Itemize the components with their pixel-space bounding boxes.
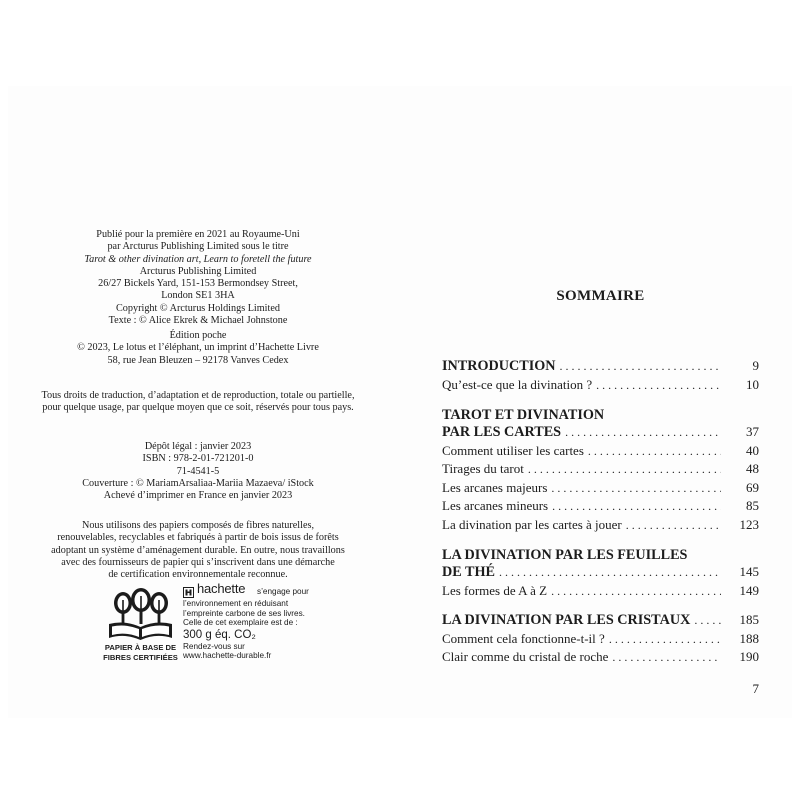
- toc-section-crystals: [442, 612, 759, 668]
- paper-line: renouvelables, recyclables et fabriqués à partir de bois issus de forêts: [57, 532, 339, 544]
- engage-text: s’engage pour: [257, 587, 309, 596]
- toc-title: SOMMAIRE: [556, 288, 645, 304]
- toc-entry: [442, 377, 759, 396]
- edition-line: Édition poche: [169, 330, 227, 341]
- toc-section-tarot: [442, 406, 759, 535]
- toc-entry-label: Qu’est-ce que la divination ?: [442, 376, 593, 392]
- toc-entry: [442, 649, 759, 668]
- toc-entry-label: Comment cela fonctionne-t-il ?: [442, 630, 605, 646]
- carbon-line: Celle de cet exemplaire est de :: [183, 618, 298, 628]
- toc-entry: [442, 480, 759, 499]
- credit-line: London SE1 3HA: [161, 290, 235, 302]
- legal-line: Dépôt légal : janvier 2023: [144, 441, 252, 452]
- dot-leader: [596, 378, 721, 393]
- toc-section-introduction: [442, 358, 759, 395]
- dot-leader: [560, 359, 721, 374]
- toc-page-number: 48: [746, 461, 759, 476]
- dot-leader: [626, 518, 721, 533]
- paper-line: de certification environnementale reconnue.: [108, 569, 288, 581]
- toc-heading-label: LA DIVINATION PAR LES CRISTAUX: [442, 612, 691, 628]
- credit-line: Publié pour la première en 2021 au Royaume-Uni: [96, 229, 300, 240]
- toc-entry-label: Les formes de A à Z: [442, 582, 548, 598]
- dot-leader: [609, 632, 721, 647]
- toc-entry: [442, 498, 759, 517]
- rights-line: Tous droits de traduction, d’adaptation et de reproduction, totale ou partielle,: [41, 390, 355, 401]
- edition-line: © 2023, Le lotus et l’éléphant, un imprint d’Hachette Livre: [77, 342, 319, 354]
- toc-entry-label: Les arcanes majeurs: [442, 479, 548, 495]
- toc-heading-row: [442, 612, 759, 631]
- toc-heading-row: [442, 424, 759, 443]
- toc-entry: [442, 517, 759, 536]
- hachette-logo-icon: [183, 587, 194, 598]
- toc-entry-label: La divination par les cartes à jouer: [442, 516, 622, 532]
- paper-notice: [0, 520, 398, 581]
- eco-label: [103, 581, 343, 668]
- original-title: Tarot & other divination art, Learn to foretell the future: [84, 253, 312, 265]
- toc-page-number: 69: [746, 479, 759, 495]
- dot-leader: [552, 499, 721, 514]
- hachette-url: www.hachette-durable.fr: [183, 651, 272, 661]
- toc-heading-label: PAR LES CARTES: [442, 424, 562, 440]
- toc-entry-label: Clair comme du cristal de roche: [442, 649, 609, 664]
- credit-line: 26/27 Bickels Yard, 151-153 Bermondsey Street,: [98, 278, 298, 290]
- dot-leader: [499, 565, 721, 580]
- toc-entry-label: Tirages du tarot: [442, 461, 524, 476]
- toc-page-number: 123: [739, 516, 759, 532]
- certified-paper-logo: [103, 586, 178, 668]
- toc-page-number: 185: [739, 612, 759, 627]
- author-line: Texte : © Alice Ekrek & Michael Johnstone: [108, 315, 288, 327]
- toc-entry-label: Comment utiliser les cartes: [442, 442, 584, 458]
- toc-page-number: 10: [746, 376, 759, 392]
- toc-page-number: 85: [746, 498, 759, 513]
- toc-page-number: 190: [739, 649, 759, 664]
- certified-paper-caption: PAPIER À BASE DE FIBRES CERTIFIÉES: [103, 643, 178, 662]
- rights-line: pour quelque usage, par quelque moyen que ce soit, réservés pour tous pays.: [42, 402, 354, 414]
- edition-line: 58, rue Jean Bleuzen – 92178 Vanves Cedex: [107, 354, 289, 366]
- toc-page-number: 9: [752, 358, 759, 373]
- dot-leader: [694, 613, 721, 628]
- dot-leader: [612, 650, 721, 665]
- carbon-line: l’environnement en réduisant: [183, 599, 289, 608]
- visit-line: Rendez-vous sur: [183, 641, 245, 651]
- printing-line: Achevé d’imprimer en France en janvier 2023: [103, 490, 293, 502]
- dot-leader: [551, 584, 721, 599]
- toc-entry: [442, 443, 759, 462]
- toc-page-number: 37: [746, 424, 759, 439]
- toc-heading: TAROT ET DIVINATION: [442, 407, 605, 423]
- toc-entry: [442, 461, 759, 480]
- carbon-line: l’empreinte carbone de ses livres.: [183, 608, 305, 618]
- toc-page-number: 188: [739, 630, 759, 646]
- toc-heading-row: [442, 358, 759, 377]
- cover-credit-line: Couverture : © MariamArsaliaa-Mariia Mazaeva/ iStock: [82, 477, 314, 489]
- toc-heading-label: DE THÉ: [442, 564, 495, 580]
- credit-line: par Arcturus Publishing Limited sous le titre: [107, 241, 289, 253]
- toc-heading-label: INTRODUCTION: [442, 358, 556, 374]
- dot-leader: [551, 481, 721, 496]
- credit-line: Arcturus Publishing Limited: [139, 265, 257, 277]
- toc-heading-row: [442, 564, 759, 583]
- legal-deposit-info: [0, 441, 398, 502]
- hachette-brand: hachette: [197, 581, 246, 596]
- toc-entry-label: Les arcanes mineurs: [442, 498, 549, 513]
- dot-leader: [565, 425, 721, 440]
- paper-line: Nous utilisons des papiers composés de fibres naturelles,: [81, 520, 314, 531]
- carbon-info: [183, 581, 343, 661]
- page-number: 7: [752, 681, 759, 696]
- toc-entry: [442, 631, 759, 650]
- carbon-weight: 300 g éq. CO₂: [183, 628, 256, 641]
- toc-page-number: 145: [739, 564, 759, 579]
- toc-entry: [442, 583, 759, 602]
- paper-line: avec des fournisseurs de papier qui s’inscrivent dans une démarche: [61, 556, 335, 568]
- dot-leader: [528, 462, 721, 477]
- copyright-line: Copyright © Arcturus Holdings Limited: [116, 302, 280, 314]
- edition-info: [0, 330, 398, 367]
- rights-notice: [0, 390, 398, 415]
- dot-leader: [588, 444, 721, 459]
- paper-line: adoptant un système d’aménagement durable. En outre, nous travaillons: [51, 544, 345, 556]
- publication-credits: [0, 229, 398, 327]
- trees-book-icon: [103, 586, 178, 644]
- toc-heading: LA DIVINATION PAR LES FEUILLES: [442, 547, 688, 563]
- toc-section-tea-leaves: [442, 546, 759, 601]
- legal-line: 71-4541-5: [176, 465, 220, 477]
- isbn-line: ISBN : 978-2-01-721201-0: [142, 453, 254, 465]
- table-of-contents: [442, 358, 759, 679]
- toc-page-number: 40: [746, 442, 759, 458]
- toc-page-number: 149: [739, 582, 759, 598]
